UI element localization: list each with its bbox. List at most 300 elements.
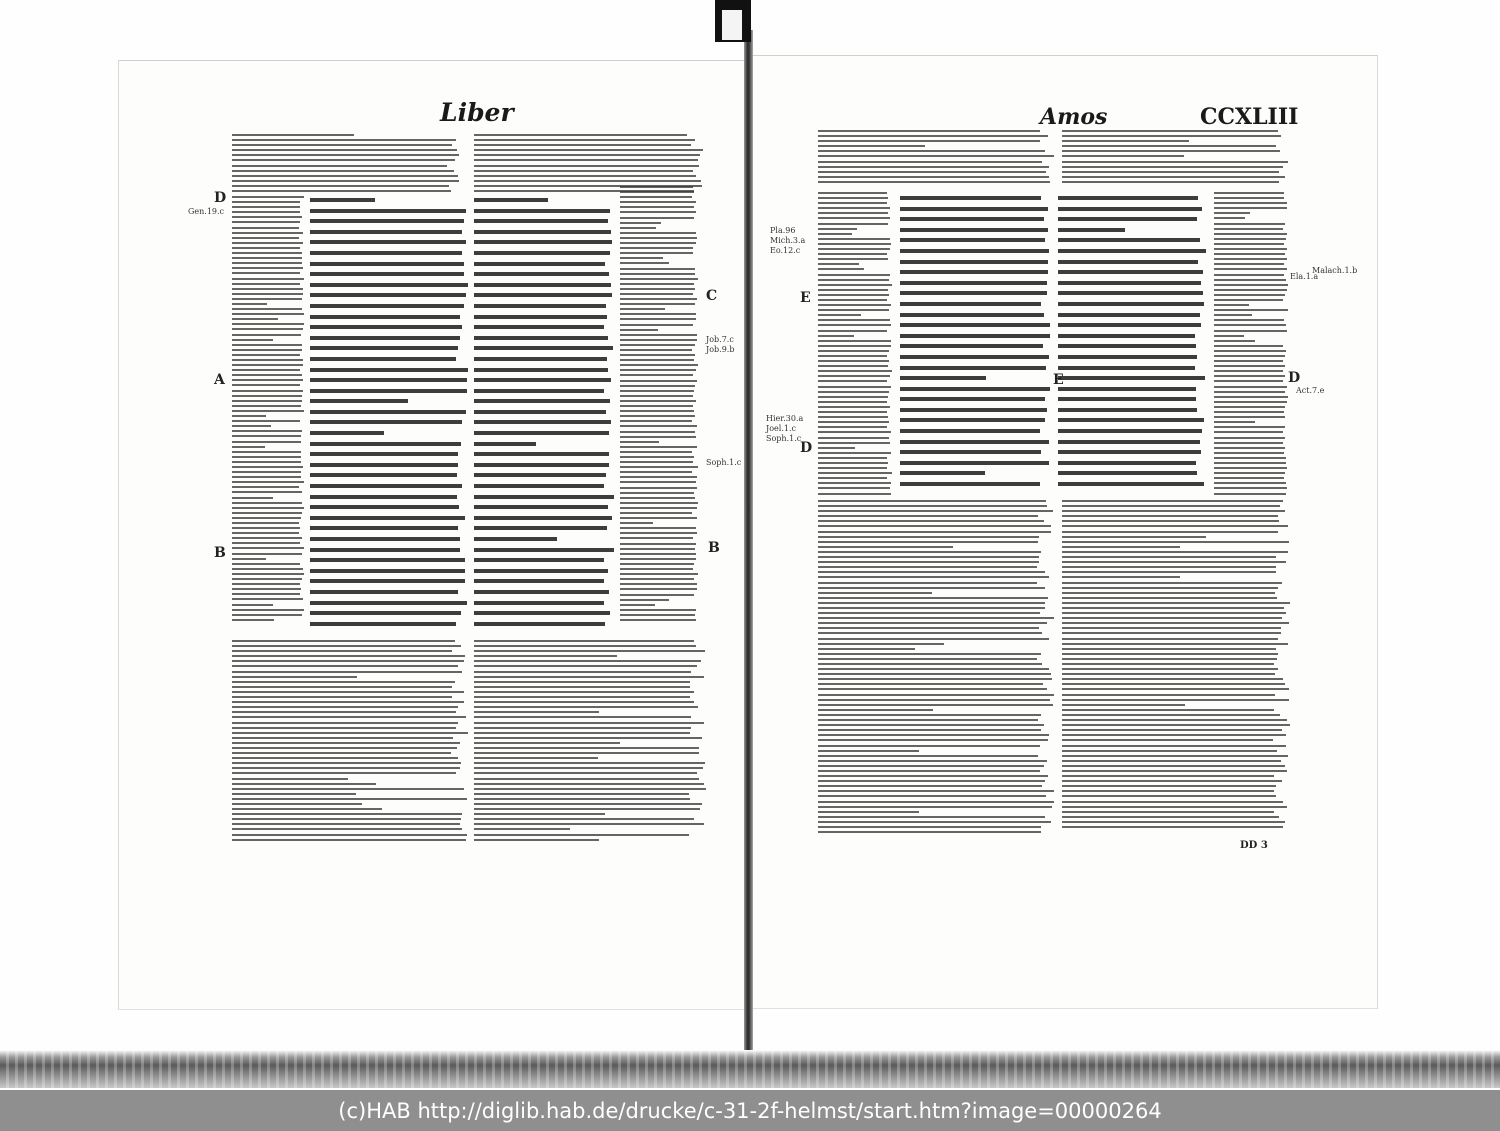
text-line [474, 198, 548, 202]
text-line [620, 273, 695, 275]
text-line [474, 420, 611, 424]
text-line [232, 716, 466, 718]
footer-text: (c)HAB http://diglib.hab.de/drucke/c-31-2f-helmst/start.htm?image=00000264 [338, 1098, 1162, 1123]
text-line [818, 452, 891, 454]
text-line [620, 588, 697, 590]
text-line [474, 569, 608, 573]
text-line [620, 471, 692, 473]
text-line [620, 252, 693, 254]
text-line [1062, 627, 1281, 629]
text-line [474, 262, 605, 266]
text-line [1062, 622, 1289, 624]
text-line [474, 240, 612, 244]
text-line [310, 368, 468, 372]
margin-note: Eo.12.c [770, 246, 801, 255]
text-line [1058, 397, 1196, 401]
text-line [620, 288, 695, 290]
text-line [474, 803, 702, 805]
text-line [900, 376, 986, 380]
text-line [1062, 714, 1280, 716]
text-line [310, 315, 460, 319]
text-line [232, 420, 300, 422]
right-gloss-column-right [1214, 192, 1288, 500]
text-line [232, 578, 302, 580]
text-line [474, 526, 607, 530]
text-line [1062, 171, 1279, 173]
text-line [232, 772, 456, 774]
text-line [818, 294, 889, 296]
text-line [474, 399, 610, 403]
text-line [900, 238, 1045, 242]
text-line [620, 222, 661, 224]
text-line [818, 145, 925, 147]
text-line [1058, 196, 1198, 200]
text-line [818, 314, 861, 316]
text-line [474, 660, 701, 662]
text-line [620, 380, 697, 382]
text-line [1062, 658, 1277, 660]
text-line [620, 400, 696, 402]
text-line [232, 303, 267, 305]
margin-note: Job.7.c [706, 335, 734, 344]
text-line [1214, 452, 1284, 454]
margin-note: Hier.30.a [766, 414, 804, 423]
text-line [474, 537, 557, 541]
text-line [232, 583, 300, 585]
text-line [1062, 775, 1274, 777]
text-line [818, 161, 1042, 163]
text-line [818, 330, 887, 332]
text-line [310, 240, 466, 244]
text-line [1058, 461, 1196, 465]
text-line [818, 750, 919, 752]
text-line [818, 268, 864, 270]
text-line [1058, 376, 1205, 380]
text-line [1062, 161, 1288, 163]
text-line [620, 329, 658, 331]
text-line [232, 196, 304, 198]
text-line [620, 431, 695, 433]
text-line [474, 813, 605, 815]
text-line [232, 415, 266, 417]
text-line [474, 671, 691, 673]
text-line [620, 583, 697, 585]
right-text-column-2 [1058, 196, 1206, 500]
text-line [1214, 386, 1287, 388]
text-line [620, 461, 693, 463]
text-line [1214, 212, 1250, 214]
text-line [620, 497, 695, 499]
text-line [232, 650, 452, 652]
text-line [474, 175, 696, 177]
text-line [818, 431, 891, 433]
text-line [1058, 471, 1197, 475]
text-line [818, 780, 1045, 782]
text-line [818, 181, 1050, 183]
text-line [474, 716, 691, 718]
text-line [1062, 561, 1286, 563]
text-line [1062, 135, 1281, 137]
text-line [1058, 408, 1197, 412]
text-line [474, 251, 610, 255]
text-line [620, 466, 698, 468]
text-line [474, 839, 599, 841]
text-line [818, 437, 889, 439]
text-line [232, 170, 454, 172]
text-line [232, 139, 456, 141]
text-line [310, 463, 458, 467]
text-line [1062, 719, 1287, 721]
text-line [1058, 450, 1201, 454]
text-line [474, 828, 570, 830]
text-line [310, 484, 462, 488]
text-line [900, 270, 1048, 274]
text-line [474, 293, 612, 297]
text-line [474, 346, 613, 350]
text-line [1214, 274, 1284, 276]
text-line [1058, 291, 1203, 295]
text-line [232, 339, 273, 341]
text-line [1214, 411, 1284, 413]
text-line [310, 304, 464, 308]
margin-note: Soph.1.c [766, 434, 802, 443]
text-line [474, 798, 690, 800]
text-line [620, 206, 694, 208]
text-line [818, 130, 1040, 132]
text-line [818, 457, 887, 459]
text-line [818, 155, 1054, 157]
text-line [1062, 587, 1278, 589]
text-line [1062, 607, 1284, 609]
text-line [474, 134, 687, 136]
text-line [818, 546, 953, 548]
text-line [818, 380, 887, 382]
text-line [232, 456, 301, 458]
text-line [818, 406, 890, 408]
text-line [620, 334, 697, 336]
text-line [310, 526, 458, 530]
text-line [474, 655, 617, 657]
text-line [1058, 366, 1195, 370]
text-line [232, 451, 301, 453]
text-line [310, 399, 408, 403]
text-line [474, 170, 693, 172]
text-line [1062, 520, 1279, 522]
text-line [818, 350, 889, 352]
text-line [1214, 431, 1283, 433]
text-line [474, 732, 690, 734]
text-line [1058, 355, 1197, 359]
text-line [310, 473, 457, 477]
text-line [232, 757, 458, 759]
text-line [1062, 811, 1274, 813]
text-line [232, 390, 303, 392]
text-line [1062, 546, 1180, 548]
text-line [232, 232, 303, 234]
text-line [620, 247, 693, 249]
text-line [310, 431, 384, 435]
text-line [620, 420, 692, 422]
text-line [818, 493, 891, 495]
text-line [818, 299, 887, 301]
text-line [232, 558, 266, 560]
text-line [474, 336, 608, 340]
text-line [620, 303, 695, 305]
text-line [1062, 140, 1189, 142]
section-letter: A [214, 372, 225, 388]
text-line [474, 315, 607, 319]
text-line [620, 390, 694, 392]
text-line [1062, 505, 1280, 507]
text-line [474, 823, 704, 825]
text-line [818, 678, 1052, 680]
text-line [232, 405, 301, 407]
section-letter: C [706, 288, 718, 304]
text-line [310, 230, 462, 234]
text-line [620, 507, 697, 509]
text-line [474, 788, 706, 790]
text-line [818, 472, 892, 474]
text-line [818, 304, 891, 306]
text-line [818, 248, 890, 250]
text-line [818, 289, 888, 291]
text-line [232, 732, 468, 734]
text-line [1062, 510, 1285, 512]
text-line [818, 816, 1045, 818]
text-line [474, 139, 695, 141]
text-line [818, 551, 1041, 553]
margin-note: Job.9.b [706, 345, 735, 354]
text-line [620, 441, 659, 443]
text-line [620, 573, 698, 575]
text-line [818, 345, 891, 347]
text-line [232, 201, 300, 203]
text-line [818, 673, 1051, 675]
text-line [818, 556, 1039, 558]
text-line [232, 430, 302, 432]
section-letter: B [214, 545, 226, 561]
text-line [1062, 704, 1185, 706]
text-line [1062, 770, 1287, 772]
text-line [232, 237, 299, 239]
text-line [474, 579, 604, 583]
text-line [310, 558, 465, 562]
text-line [1062, 785, 1276, 787]
text-line [310, 442, 461, 446]
text-line [1214, 279, 1286, 281]
text-line [232, 159, 455, 161]
text-line [1058, 482, 1204, 486]
text-line [474, 180, 701, 182]
text-line [900, 302, 1041, 306]
left-commentary-bottom-left [232, 640, 468, 848]
text-line [1214, 391, 1285, 393]
text-line [232, 553, 302, 555]
text-line [1062, 683, 1285, 685]
margin-note: Pla.96 [770, 226, 796, 235]
text-line [620, 548, 695, 550]
text-line [818, 274, 890, 276]
text-line [818, 324, 891, 326]
text-line [1062, 790, 1274, 792]
text-line [232, 563, 300, 565]
text-line [232, 180, 459, 182]
text-line [1214, 380, 1283, 382]
text-line [620, 374, 693, 376]
text-line [1214, 294, 1285, 296]
text-line [474, 772, 697, 774]
text-line [620, 324, 693, 326]
text-line [310, 336, 460, 340]
text-line [232, 165, 447, 167]
text-line [1062, 145, 1276, 147]
text-line [474, 410, 606, 414]
text-line [232, 808, 382, 810]
text-line [1058, 217, 1197, 221]
text-line [1058, 344, 1196, 348]
text-line [1058, 323, 1201, 327]
text-line [1214, 467, 1287, 469]
text-line [620, 527, 696, 529]
text-line [620, 339, 697, 341]
text-line [620, 487, 697, 489]
text-line [232, 247, 300, 249]
text-line [232, 711, 456, 713]
text-line [1062, 541, 1289, 543]
text-line [1214, 370, 1283, 372]
text-line [232, 466, 303, 468]
text-line [232, 328, 303, 330]
text-line [818, 739, 1048, 741]
text-line [232, 185, 449, 187]
text-line [232, 640, 455, 642]
text-line [1214, 396, 1288, 398]
text-line [1062, 181, 1279, 183]
text-line [1062, 826, 1283, 828]
text-line [474, 442, 536, 446]
text-line [818, 790, 1054, 792]
text-line [620, 196, 692, 198]
text-line [232, 272, 300, 274]
text-line [232, 747, 457, 749]
text-line [232, 257, 302, 259]
text-line [818, 826, 1041, 828]
text-line [232, 619, 274, 621]
text-line [818, 658, 1037, 660]
text-line [232, 293, 303, 295]
text-line [474, 304, 606, 308]
text-line [1062, 632, 1281, 634]
text-line [1214, 401, 1287, 403]
text-line [474, 783, 704, 785]
text-line [1214, 319, 1284, 321]
text-line [1062, 571, 1276, 573]
text-line [232, 298, 302, 300]
text-line [1062, 638, 1278, 640]
text-line [1062, 556, 1276, 558]
text-line [310, 357, 456, 361]
text-line [818, 719, 1038, 721]
text-line [818, 709, 933, 711]
text-line [232, 762, 461, 764]
text-line [474, 230, 611, 234]
text-line [818, 279, 889, 281]
text-line [310, 410, 466, 414]
text-line [1214, 253, 1285, 255]
text-line [1214, 442, 1283, 444]
text-line [1214, 309, 1288, 311]
text-line [620, 242, 696, 244]
text-line [818, 831, 1041, 833]
text-line [474, 611, 610, 615]
text-line [310, 495, 457, 499]
left-text-column-1 [310, 198, 468, 638]
text-line [818, 477, 887, 479]
text-line [1062, 653, 1278, 655]
text-line [620, 298, 697, 300]
text-line [474, 701, 694, 703]
text-line [620, 456, 694, 458]
text-line [818, 447, 855, 449]
text-line [1214, 233, 1287, 235]
text-line [232, 547, 304, 549]
text-line [620, 308, 665, 310]
text-line [232, 252, 302, 254]
text-line [1062, 663, 1274, 665]
text-line [818, 510, 1053, 512]
text-line [1214, 350, 1286, 352]
text-line [310, 590, 458, 594]
text-line [232, 614, 302, 616]
text-line [818, 704, 1053, 706]
text-line [818, 243, 891, 245]
text-line [818, 663, 1042, 665]
text-line [818, 745, 1040, 747]
text-line [620, 191, 694, 193]
text-line [474, 495, 614, 499]
text-line [818, 683, 1043, 685]
text-line [1214, 365, 1285, 367]
text-line [818, 582, 1037, 584]
text-line [1058, 270, 1203, 274]
text-line [232, 262, 302, 264]
text-line [232, 400, 302, 402]
text-line [1062, 694, 1275, 696]
text-line [1214, 406, 1285, 408]
text-line [474, 676, 704, 678]
text-line [310, 505, 459, 509]
text-line [474, 601, 604, 605]
right-commentary-bottom-left [818, 500, 1054, 840]
text-line [620, 604, 655, 606]
text-line [1214, 207, 1287, 209]
text-line [1214, 223, 1285, 225]
text-line [620, 354, 695, 356]
text-line [1062, 750, 1277, 752]
text-line [900, 397, 1045, 401]
text-line [310, 262, 464, 266]
text-line [1062, 801, 1283, 803]
text-line [818, 653, 1041, 655]
text-line [310, 622, 456, 626]
text-line [232, 676, 357, 678]
text-line [1062, 602, 1290, 604]
text-line [1058, 228, 1125, 232]
text-line [232, 446, 265, 448]
text-line [818, 525, 1051, 527]
text-line [818, 821, 1051, 823]
text-line [474, 558, 604, 562]
